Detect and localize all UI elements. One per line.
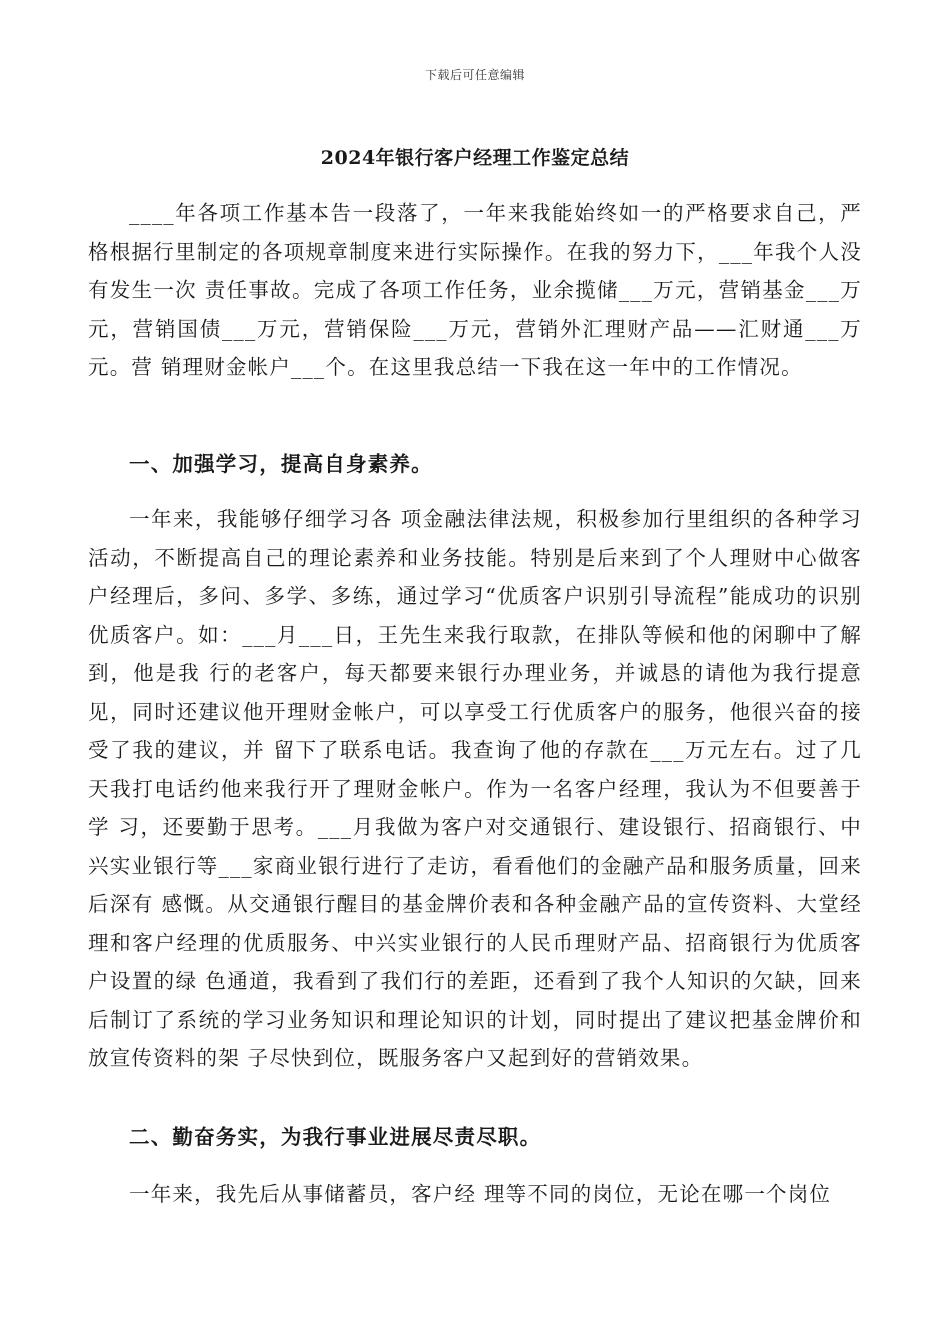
paragraph-diligence: 一年来，我先后从事储蓄员，客户经 理等不同的岗位，无论在哪一个岗位	[129, 1182, 832, 1206]
section-heading-1: 一、加强学习，提高自身素养。	[129, 452, 433, 476]
paragraph-learning: 一年来，我能够仔细学习各 项金融法律法规，积极参加行里组织的各种学习活动，不断提高自己的理论素养和业务技能。特别是后来到了个人理财中心做客户经理后，多问、多学、多练，通过学习“优质客户识别引导流程”能成功的识别优质客户。如：___月___日，王先生来我行取款，在排队等候和他的闲聊中了解到，他是我 行的老客户，每天都要来银行办理业务，并诚恳的请他为我行提意见，同时还建议他开理财金帐户，可以享受工行优质客户的服务，他很兴奋的接受了我的建议，并 留下了联系电话。我查询了他的存款在___万元左右。过了几天我打电话约他来我行开了理财金帐户。作为一名客户经理，我认为不但要善于学 习，还要勤于思考。___月我做为客户对交通银行、建设银行、招商银行、中兴实业银行等___家商业银行进行了走访，看看他们的金融产品和服务质量，回来后深有 感慨。从交通银行醒目的基金牌价表和各种金融产品的宣传资料、大堂经理和客户经理的优质服务、中兴实业银行的人民币理财产品、招商银行为优质客户设置的绿 色通道，我看到了我们行的差距，还看到了我个人知识的欠缺，回来后制订了系统的学习业务知识和理论知识的计划，同时提出了建议把基金牌价和放宣传资料的架 子尽快到位，既服务客户又起到好的营销效果。	[88, 507, 862, 1070]
section-heading-2: 二、勤奋务实，为我行事业进展尽责尽职。	[129, 1125, 542, 1149]
paragraph-intro: ____年各项工作基本告一段落了，一年来我能始终如一的严格要求自己，严格根据行里制定的各项规章制度来进行实际操作。在我的努力下，___年我个人没有发生一次 责任事故。完成了各项工作任务，业余揽储___万元，营销基金___万元，营销国债___万元，营销保险___万元，营销外汇理财产品——汇财通___万元。营 销理财金帐户___个。在这里我总结一下我在这一年中的工作情况。	[88, 201, 862, 379]
header-note: 下载后可任意编辑	[424, 68, 525, 82]
document-title: 2024年银行客户经理工作鉴定总结	[320, 147, 630, 169]
